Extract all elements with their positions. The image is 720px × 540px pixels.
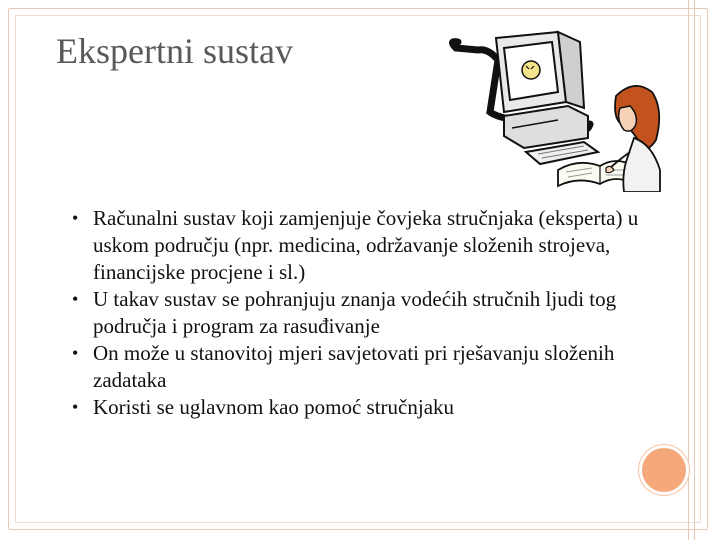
bullet-item [72, 340, 672, 394]
bullet-text: On može u stanovitoj mjeri savjetovati pri rješavanju složenih zadataka [93, 341, 615, 392]
slide-title: Ekspertni sustav [56, 31, 293, 71]
bullet-text: U takav sustav se pohranjuju znanja vodećih stručnih ljudi tog područja i program za rasuđivanje [93, 287, 617, 338]
bullet-item [72, 205, 672, 286]
bullet-dot: • [72, 289, 79, 309]
computer-and-reader-illustration [438, 20, 663, 192]
bullet-item [72, 286, 672, 340]
bullet-list [72, 205, 672, 421]
bullet-dot: • [72, 343, 79, 363]
bullet-dot: • [72, 397, 79, 417]
bullet-item [72, 394, 672, 421]
decorative-circle [642, 448, 686, 492]
bullet-dot: • [72, 208, 79, 228]
right-rail-line [694, 0, 695, 540]
bullet-text: Koristi se uglavnom kao pomoć stručnjaku [93, 395, 455, 419]
right-rail-line [688, 0, 689, 540]
bullet-text: Računalni sustav koji zamjenjuje čovjeka stručnjaka (eksperta) u uskom području (npr. medicina, održavanje složenih strojeva, financijske procjene i sl.) [93, 206, 639, 284]
